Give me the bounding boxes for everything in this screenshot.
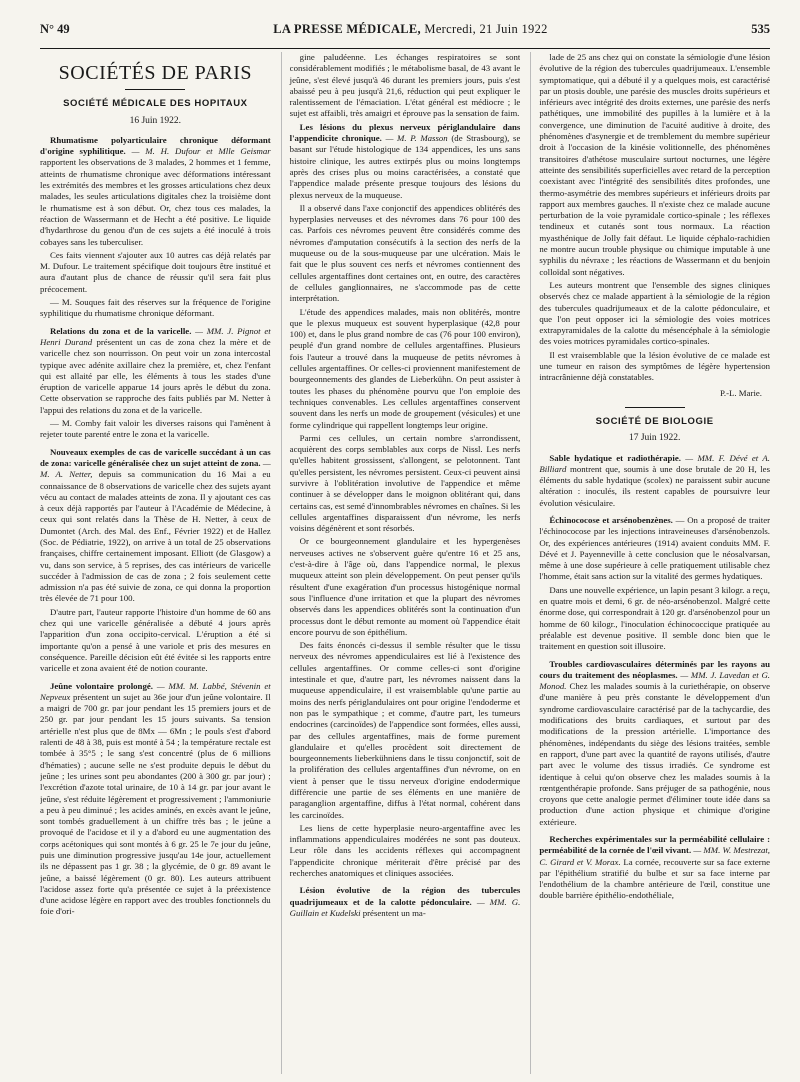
article-body: (de Strasbourg), se basant sur l'étude histologique de 134 appendices, les uns sans histoire clinique, les autres extirpés plus ou moins longtemps après des crises plus ou moins caractérisées, a constaté que l'appendice malade présente presque toujours des lésions du plexus nerveux de la muqueuse. (289, 133, 521, 200)
article-title: Nouveaux exemples de cas de varicelle succédant à un cas de zona: varicelle généralisée chez un sujet atteint de zona. (40, 446, 271, 468)
article-lead (40, 447, 271, 605)
article-body: présentent un cas de zona chez la mère et de varicelle chez son nourrisson. On peut voir un zona intercostal typique avec adénite axillaire chez la première, et, chez l'enfant qui est allaité par elle, les éléments à tous les stades d'une éruption de varicelle apparue 14 jours après le début du zona. Cette observation se rapproche des faits publiés par M. Netter à l'appui des relations du zona et de la varicelle. (40, 336, 271, 415)
article-body: présentent un sujet au 36e jour d'un jeûne volontaire. Il a maigri de 700 gr. par jour pendant les 15 premiers jours et de 250 gr. par jour pendant les 15 jours suivants. Sa tension artérielle n'est plus que de 8Mx — 6Mn ; le pouls s'est d'abord ralenti de 48 à 38, puis est monté à 54 ; la température rectale est tombée à 35°5 ; le sang s'est concentré (plus de 6 millions d'hématies) ; aucune selle ne s'est produite depuis le début du jeûne ; les urines sont peu abondantes (200 à 300 gr. par jour) ; l'excrétion d'azote total urinaire, de 10 à 14 gr. par jour avant le jeûne, s'est réduite légèrement et progressivement ; l'ammoniurie a peu à peu diminué ; les acides aminés, en excès avant le jeûne, sont tombés graduellement à un chiffre très bas ; le jeûne a provoqué de l'acidose et il y a d'abord eu une augmentation des corps acétoniques qui sont montés à 6 gr. 25 le 7e jour du jeûne, puis une diminution progressive jusqu'au 14e jour, actuellement ils ne dépassent pas 1 gr. 38 ; la glycémie, de 0 gr. 89 avant le jeûne, a baissé légèrement (0 gr. 80). Les auteurs attribuent l'acidose assez forte qu'a présentée ce sujet à la préexistence d'une acidose légère en rapport avec des troubles fonctionnels du foie d'ori- (40, 691, 271, 917)
article-title: Lésion évolutive de la région des tubercules quadrijumeaux et de la calotte pédonculaire. (289, 885, 521, 907)
article-authors: — MM. J. Pignot et Henri Durand (40, 325, 271, 347)
article-paragraphs (290, 203, 521, 880)
article-title: Sable hydatique et radiothérapie. (549, 452, 681, 463)
article-paragraph: — M. Comby fait valoir les diverses raisons qui l'amènent à rejeter toute parenté entre le zona et la varicelle. (40, 418, 271, 440)
article-masson (290, 122, 521, 880)
article-body: montrent que, soumis à une dose brutale de 20 H, les éléments du sable hydatique (scolex) ne paraissent subir aucune altération : inoculés, ils restent capables de poursuivre leur évolution vésiculaire. (539, 463, 771, 508)
article-authors: — MM. G. Guillain et Kudelski (289, 896, 521, 918)
column-1 (40, 52, 271, 1074)
paragraph: Des faits énoncés ci-dessus il semble résulter que le tissu nerveux des névromes appendiculaires est lié à l'existence des cellules argentaffines. Or comme celles-ci sont d'origine intestinale et que, d'autre part, les névromes naissent dans la muqueuse appendiculaire, il est vraisemblable qu'une partie au moins des nerfs périglandulaires ont pour origine l'endoderme et non pas le sympathique ; et comme, d'autre part, les tumeurs endocrines (carcinoïdes) de l'appendice sont formées, elles aussi, par des cellules argentaffines, mais de forme purement glandulaire et qu'elles procèdent soit directement de bourgeonnements lieberkühniens dans le tissu conjonctif, soit de la prolifération des cellules argentaffines d'un névrome, on en vient à penser que le tissu nerveux d'origine endodermique différencie une partie de ses éléments en une manière de paraganglion argentaffine, diffus à l'état normal, cohérent dans les carcinoïdes. (289, 640, 521, 820)
section-separator (625, 407, 685, 408)
article-body: La cornée, recouverte sur sa face externe par l'épithélium stratifié du bulbe et sur sa face interne par l'endothélium de la chambre antérieure de l'œil, constitue une double barrière épithélio-endothéliale, (539, 856, 771, 901)
article-title: Rhumatisme polyarticulaire chronique déformant d'origine syphilitique. (40, 134, 271, 157)
hopitaux-articles (40, 135, 271, 918)
continued-text (290, 52, 521, 120)
paragraph: Les auteurs montrent que l'ensemble des signes cliniques observés chez ce malade appartient à la sémiologie de la région des tubercules quadrijumeaux et de la calotte pédonculaire, et que l'on peut opposer ici la sémiologie des voies motrices extrapyramidales de la calotte du mésencéphale à la sémiologie des voies motrices pyramidales cortico-spinales. (539, 279, 771, 347)
article-title: Relations du zona et de la varicelle. (50, 325, 192, 336)
paragraph: L'étude des appendices malades, mais non oblitérés, montre que le plexus muqueux est souvent hyperplasique (42,8 pour 100) et, dans le plus grand nombre de cas (76 pour 100 environ), peuplé d'un grand nombre de cellules argentaffines. Plusieurs fois l'auteur a trouvé dans la muqueuse de petits névromes à cellules argentaffines. Or celles-ci proviennent manifestement de bourgeonnements des glandes de Lieberkühn. On peut assister à toutes les phases du phénomène pourvu que l'on emploie des techniques convenables. Les cellules argentaffines conservent souvent dans les nerfs un mode de groupement (vésicules) et une forme cylindrique qui rappellent longtemps leur origine. (289, 306, 521, 430)
article-title: Les lésions du plexus nerveux périglandulaire dans l'appendicite chronique. (289, 121, 521, 144)
article-body: depuis sa communication du 16 Mai a eu connaissance de 8 observations de varicelle chez des sujets ayant vécu au contact de malades atteints de zona. Il y ajoutant ces cas à ceux déjà rapportés par l'auteur à l'Académie de Médecine, à ceux qui sont relatés dans la Thèse de H. Netter, à ceux de Dumontet (Arch. des Mal. des Enf., Février 1922) et de Hallez (Soc. de Pédiatrie, 1922), on arrive à un total de 25 observations françaises, chiffre certainement imposant. Elliott (de Glasgow) a vu, dans son service, à 5 reprises, des cas intérieurs de varicelle succéder à l'admission de cas de zona ; 2 fois seulement cette admission n'a pas été suivie de zona, ce qui donna la proportion très élevée de 71 pour 100. (40, 469, 271, 604)
article-lead (539, 834, 770, 902)
section-date-hopitaux: 16 Juin 1922. (129, 115, 182, 126)
paragraph: Or ce bourgeonnement glandulaire et les hypergenèses nerveuses actives ne s'observent guère qu'entre 16 et 25 ans, c'est-à-dire à l'âge où, dans l'appendice normal, le plexus muqueux atteint son plein développement. On peut penser qu'ils résultent d'une exagération d'un processus histogénique normal sous l'influence d'une irritation et que la plupart des névromes observés dans les appendices oblitérés sont la continuation d'un processus dont le début remonte au moment où l'appendice était encore pourvu de son épithélium. (289, 536, 521, 637)
article-authors: — M. P. Masson (385, 133, 448, 144)
paragraph: Il est vraisemblable que la lésion évolutive de ce malade est une tumeur en raison des symptômes de légère hypertension intracrânienne déjà constatables. (539, 349, 771, 383)
page-header (40, 22, 770, 49)
column-2 (281, 52, 521, 1074)
article-title: Recherches expérimentales sur la perméabilité cellulaire : perméabilité de la cornée de l'œil vivant. (539, 834, 771, 856)
page-number: 535 (751, 22, 770, 36)
article-paragraph: D'autre part, l'auteur rapporte l'histoire d'un homme de 60 ans chez qui une varicelle généralisée a débuté 4 jours après l'apparition d'un zona occipito-cervical. L'éruption a été si importante qu'on a pensé à une variole et pris des mesures en conséquence. Pareille décision eût été évitée si les rapports entre varicelle et zona avaient été de notion courante. (40, 606, 271, 674)
paragraph: Il a observé dans l'axe conjonctif des appendices oblitérés des hyperplasies nerveuses et des névromes dans 76 pour 100 des cas. Parfois ces névromes peuvent être considérés comme des névromes d'amputation consécutifs à la section des nerfs de la muqueuse ou de la sous-muqueuse par une ulcération. Mais le fait que le plus souvent ces nerfs et névromes contiennent des cellules argentaffines dont certaines ont, en outre, des caractères de cellules ganglionnaires, ne s'accommode pas de cette interprétation. (289, 202, 521, 304)
article-paragraph: Ces faits viennent s'ajouter aux 10 autres cas déjà relatés par M. Dufour. Le traitement spécifique doit toujours être institué et aura d'autant plus de chance de réussir qu'il sera fait plus précocement. (40, 249, 271, 294)
article-authors: — M. A. Netter, (40, 457, 271, 480)
article-lead (40, 326, 271, 416)
biologie-articles (539, 453, 770, 902)
article-title: Échinococose et arsénobenzènes. (549, 514, 673, 525)
column-3 (530, 52, 770, 1074)
section-date-biologie: 17 Juin 1922. (628, 433, 681, 444)
issue-number: N° 49 (40, 22, 70, 36)
article-body: rapportent les observations de 3 malades, 2 hommes et 1 femme, atteints de rhumatisme chronique avec déformations intéressant les extrémités des membres et les grosses articulations chez deux malades, les seules articulations digitales chez la troisième dont le rhumatisme est à son début. Or, chez tous ces malades, la réaction de Wassermann et de Hecht a été positive. Le liquide d'hydarthrose du genou d'un de ces sujets a été inoculé à trois cobayes sans les tuberculiser. (40, 157, 271, 247)
article-lead (539, 453, 770, 509)
issue-date: Mercredi, 21 Juin 1922 (424, 22, 548, 36)
article-guillain (290, 885, 521, 919)
article-title: Jeûne volontaire prolongé. (50, 680, 153, 691)
section-title-hopitaux: SOCIÉTÉ MÉDICALE DES HOPITAUX (63, 98, 248, 110)
section-title-biologie: SOCIÉTÉ DE BIOLOGIE (595, 415, 714, 427)
columns (40, 52, 770, 1074)
article-body: Chez les malades soumis à la curiethérapie, on observe d'une manière à peu près constante le développement d'un syndrome cardiovasculaire caractérisé par de la tachycardie, des modifications des bruits cardiaques, et surtout par des modifications de la pression artérielle. L'importance des phénomènes, indépendants du siège des lésions traitées, semble en rapport, d'une part avec la quantité de rayons utilisés, d'autre part avec le volume des tissus irradiés. Ce syndrome est identique à celui qu'on observe chez les malades soumis à la rœntgenthérapie profonde. Sans préjuger de sa pathogénie, nous croyons que cette analogie permet d'éliminer toute idée dans sa production d'une action physique et chimique d'origine extérieure. (539, 681, 771, 827)
continued-text (539, 52, 770, 384)
journal-name: LA PRESSE MÉDICALE, (273, 22, 421, 36)
article-authors: — MM. W. Mestrezat, C. Girard et V. Morax. (539, 845, 771, 867)
article (40, 326, 271, 441)
article-title: Troubles cardiovasculaires déterminés par les rayons au cours du traitement des néoplasmes. (539, 658, 771, 680)
article-body: — On a proposé de traiter l'échinococose par les injections intraveineuses d'arsénobenzols. Or, des expériences antérieures (1914) avaient conduits MM. F. Dévé et J. Payenneville à cette conclusion que le néosalvarsan, même à une dose supérieure à celle pratiquement utilisable chez l'homme, était sans action sur la vitalité des germes hydatiques. (539, 514, 771, 582)
article (539, 453, 770, 509)
article-lead (290, 122, 521, 201)
article-lead (40, 135, 271, 248)
article (539, 515, 770, 653)
article-body: présentent un ma- (362, 907, 426, 918)
main-title: SOCIÉTÉS DE PARIS (58, 62, 253, 84)
article (40, 135, 271, 320)
article (40, 447, 271, 675)
article-lead (40, 681, 271, 918)
article-lead (539, 659, 770, 828)
paragraph: Les liens de cette hyperplasie neuro-argentaffine avec les inflammations appendiculaires modérées ne sont pas douteux. Leur rôle dans les accidents réflexes qui accompagnent l'appendicite chronique mériterait d'être précisé par des recherches anatomiques et cliniques associées. (289, 822, 521, 879)
article-paragraph: Dans une nouvelle expérience, un lapin pesant 3 kilogr. a reçu, en quatre mois et demi, 6 gr. de néo-arsénobenzol. Malgré cette énorme dose, qui correspondrait à 120 gr. d'arsénobenzol pour un homme de 60 kilogr., l'inoculation échinococcique pratiquée au préalable est devenue positive. Il semble donc bien que le traitement en question soit illusoire. (539, 584, 771, 652)
article-lead (539, 515, 770, 583)
article-authors: — MM. M. Labbé, Stévenin et Nepveux (40, 680, 271, 702)
signature: P.-L. Marie. (719, 387, 763, 398)
article-authors: — MM. F. Dévé et A. Billiard (539, 452, 771, 474)
article-authors: — M. H. Dufour et Mlle Geismar (131, 146, 271, 157)
paragraph: lade de 25 ans chez qui on constate la sémiologie d'une lésion évolutive de la région des tubercules quadrijumeaux. L'ensemble symptomatique, qui a débuté il y a quelques mois, est caractérisé par un ptosis double, une parésie des muscles droits supérieurs et inférieurs avec intégrité des droits externes, une parésie des nerfs pathétiques, une immobilité des pupilles à la lumière et à la convergence, une diminution de l'acuité auditive à droite, des phénomènes d'asynergie et de tremblement du membre supérieur droit à l'occasion de la kinésie volitionnelle, des phénomènes transitoires d'athétose musculaire surtout nocturnes, une légère atteinte des sensibilités superficielles avec retard de la perception coexistant avec l'intégrité des sensibilités dites profondes, une thermo-asymétrie des membres supérieurs et inférieurs droits par rapport aux membres gauches. Il n'existe chez ce malade aucune perturbation de la voie pyramidale cortico-spinale ; les réflexes tendineux et cutanés sont tous normaux. La réaction myasthénique de Jolly fait défaut. Le liquide céphalo-rachidien ne montre aucun trouble physique ou chimique imputable à une syphilis du névraxe ; les réactions de Wassermann et du benjoin colloïdal sont négatives. (539, 52, 771, 277)
paragraph: Parmi ces cellules, un certain nombre s'arrondissent, acquièrent des corps semblables aux corps de Nissl. Les nerfs qu'elles habitent grossissent, s'allongent, se pelotonnent. Tant qu'elles persistent, les névromes persistent. Ceux-ci peuvent ainsi survivre à l'oblitération involutive de l'appendice et même continuer à se développer dans le moignon oblitérant qui, dans certains cas, est semé d'innombrables névromes en chaînes. Si les cellules argentaffines disparaissent d'un névrome, les nerfs voisins dégénèrent et sont résorbés. (289, 432, 521, 534)
journal-masthead (273, 22, 547, 37)
article (539, 834, 770, 902)
article-paragraph: — M. Souques fait des réserves sur la fréquence de l'origine syphilitique du rhumatisme chronique déformant. (40, 297, 271, 319)
article (539, 659, 770, 828)
title-rule (125, 89, 185, 90)
article-authors: — MM. J. Lavedan et G. Monod. (539, 669, 771, 692)
article (40, 681, 271, 918)
article-lead (290, 885, 521, 919)
paragraph: gine paludéenne. Les échanges respiratoires se sont considérablement modifiés ; le métabolisme basal, de 43 avant le jeûne, s'est élevé jusqu'à 46 durant les premiers jours, puis s'est abaissé peu à peu jusqu'à 21,6, réduction qui peut expliquer le ralentissement de l'émaciation. L'état général est médiocre ; le sujet est affaibli, très amaigri et éprouve pas la sensation de faim. (289, 52, 521, 119)
